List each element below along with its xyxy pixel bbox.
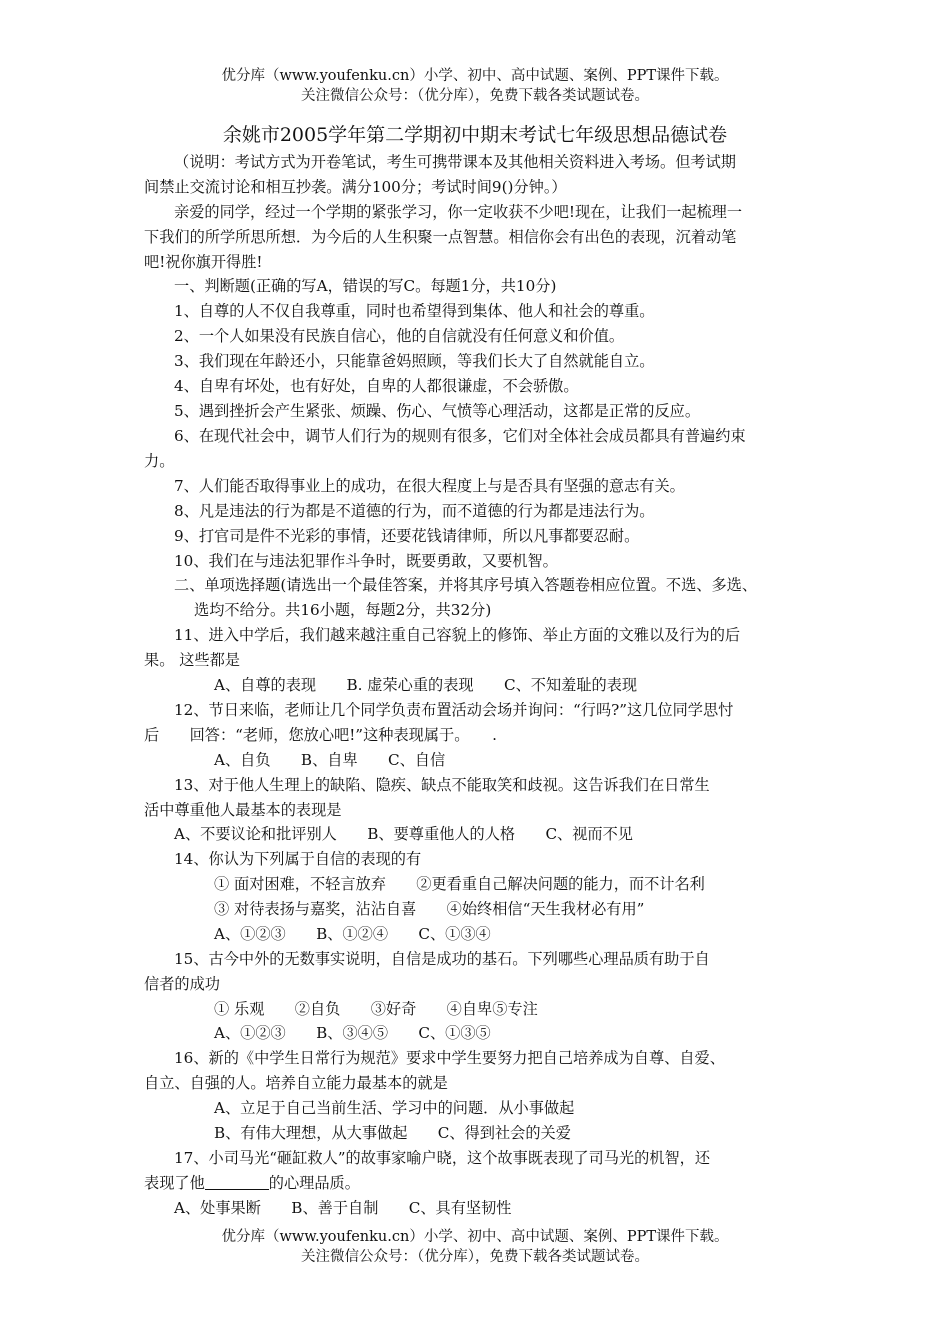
note-line-1: （说明：考试方式为开卷笔试，考生可携带课本及其他相关资料进入考场。但考试期 — [174, 153, 736, 171]
question-1: 1、自尊的人不仅自我尊重，同时也希望得到集体、他人和社会的尊重。 — [174, 302, 655, 320]
question-15-cont: 信者的成功 — [144, 975, 220, 993]
question-10: 10、我们在与违法犯罪作斗争时，既要勇敢，又要机智。 — [174, 552, 558, 570]
header-line-2: 关注微信公众号：（优分库），免费下载各类试题试卷。 — [301, 88, 649, 104]
question-2: 2、一个人如果没有民族自信心，他的自信就没有任何意义和价值。 — [174, 327, 625, 345]
question-15-items: ① 乐观 ②自负 ③好奇 ④自卑⑤专注 — [214, 1000, 538, 1018]
section2-heading: 二、单项选择题(请选出一个最佳答案，并将其序号填入答题卷相应位置。不选、多选、 — [174, 576, 758, 594]
question-11-options: A、自尊的表现 B. 虚荣心重的表现 C、不知羞耻的表现 — [214, 676, 638, 694]
question-15-options: A、①②③ B、③④⑤ C、①③⑤ — [214, 1024, 491, 1042]
answer-blank — [205, 1175, 269, 1190]
question-13: 13、对于他人生理上的缺陷、隐疾、缺点不能取笑和歧视。这告诉我们在日常生 — [174, 776, 710, 794]
question-14: 14、你认为下列属于自信的表现的有 — [174, 850, 422, 868]
question-13-cont: 活中尊重他人最基本的表现是 — [144, 801, 342, 819]
question-5: 5、遇到挫折会产生紧张、烦躁、伤心、气愤等心理活动，这都是正常的反应。 — [174, 402, 701, 420]
question-16: 16、新的《中学生日常行为规范》要求中学生要努力把自己培养成为自尊、自爱、 — [174, 1049, 725, 1067]
question-14-items-2: ③ 对待表扬与嘉奖，沾沾自喜 ④始终相信“天生我材必有用” — [214, 900, 645, 918]
page-header — [0, 66, 950, 106]
section1-heading: 一、判断题(正确的写A，错误的写C。每题1分，共10分) — [174, 277, 557, 295]
page-footer — [0, 1227, 950, 1267]
question-16-option-a: A、立足于自己当前生活、学习中的问题．从小事做起 — [214, 1099, 575, 1117]
question-13-options: A、不要议论和批评别人 B、要尊重他人的人格 C、视而不见 — [174, 825, 633, 843]
intro-line-2: 下我们的所学所思所想．为今后的人生积聚一点智慧。相信你会有出色的表现，沉着动笔 — [144, 228, 737, 246]
question-17: 17、小司马光“砸缸救人”的故事家喻户晓，这个故事既表现了司马光的机智，还 — [174, 1149, 711, 1167]
question-14-options: A、①②③ B、①②④ C、①③④ — [214, 925, 491, 943]
question-8: 8、凡是违法的行为都是不道德的行为，而不道德的行为都是违法行为。 — [174, 502, 655, 520]
question-17-text-after: 的心理品质。 — [268, 1174, 360, 1192]
question-6: 6、在现代社会中，调节人们行为的规则有很多，它们对全体社会成员都具有普遍约束 — [174, 427, 746, 445]
question-17-options: A、处事果断 B、善于自制 C、具有坚韧性 — [174, 1199, 512, 1217]
question-12-options: A、自负 B、自卑 C、自信 — [214, 751, 446, 769]
section2-heading-cont: 选均不给分。共16小题，每题2分，共32分) — [194, 601, 492, 619]
footer-line-2: 关注微信公众号：（优分库），免费下载各类试题试卷。 — [301, 1249, 649, 1265]
question-4: 4、自卑有坏处，也有好处，自卑的人都很谦虚，不会骄傲。 — [174, 377, 579, 395]
question-12: 12、节日来临，老师让几个同学负责布置活动会场并询问：“行吗?”这几位同学思忖 — [174, 701, 734, 719]
note-line-2: 间禁止交流讨论和相互抄袭。满分100分；考试时间9()分钟。） — [144, 178, 567, 196]
question-9: 9、打官司是件不光彩的事情，还要花钱请律师，所以凡事都要忍耐。 — [174, 527, 640, 545]
question-17-cont — [144, 1171, 360, 1195]
footer-line-1: 优分库（www.youfenku.cn）小学、初中、高中试题、案例、PPT课件下载。 — [221, 1229, 729, 1245]
question-12-cont: 后 回答：“老师，您放心吧!”这种表现属于。 . — [144, 726, 497, 744]
question-11: 11、进入中学后，我们越来越注重自己容貌上的修饰、举止方面的文雅以及行为的后 — [174, 626, 741, 644]
question-7: 7、人们能否取得事业上的成功，在很大程度上与是否具有坚强的意志有关。 — [174, 477, 685, 495]
question-11-cont: 果。 这些都是 — [144, 651, 240, 669]
question-17-text-before: 表现了他 — [144, 1174, 205, 1192]
exam-title: 余姚市2005学年第二学期初中期末考试七年级思想品德试卷 — [222, 124, 728, 146]
header-line-1: 优分库（www.youfenku.cn）小学、初中、高中试题、案例、PPT课件下载。 — [221, 68, 729, 84]
question-6-cont: 力。 — [144, 452, 175, 470]
intro-line-1: 亲爱的同学，经过一个学期的紧张学习，你一定收获不少吧!现在，让我们一起梳理一 — [174, 203, 743, 221]
question-16-option-bc: B、有伟大理想，从大事做起 C、得到社会的关爱 — [214, 1124, 571, 1142]
question-3: 3、我们现在年龄还小，只能靠爸妈照顾，等我们长大了自然就能自立。 — [174, 352, 655, 370]
question-15: 15、古今中外的无数事实说明，自信是成功的基石。下列哪些心理品质有助于自 — [174, 950, 710, 968]
intro-line-3: 吧!祝你旗开得胜! — [144, 253, 263, 271]
question-14-items-1: ① 面对困难，不轻言放弃 ②更看重自己解决问题的能力，而不计名利 — [214, 875, 705, 893]
question-16-cont: 自立、自强的人。培养自立能力最基本的就是 — [144, 1074, 448, 1092]
